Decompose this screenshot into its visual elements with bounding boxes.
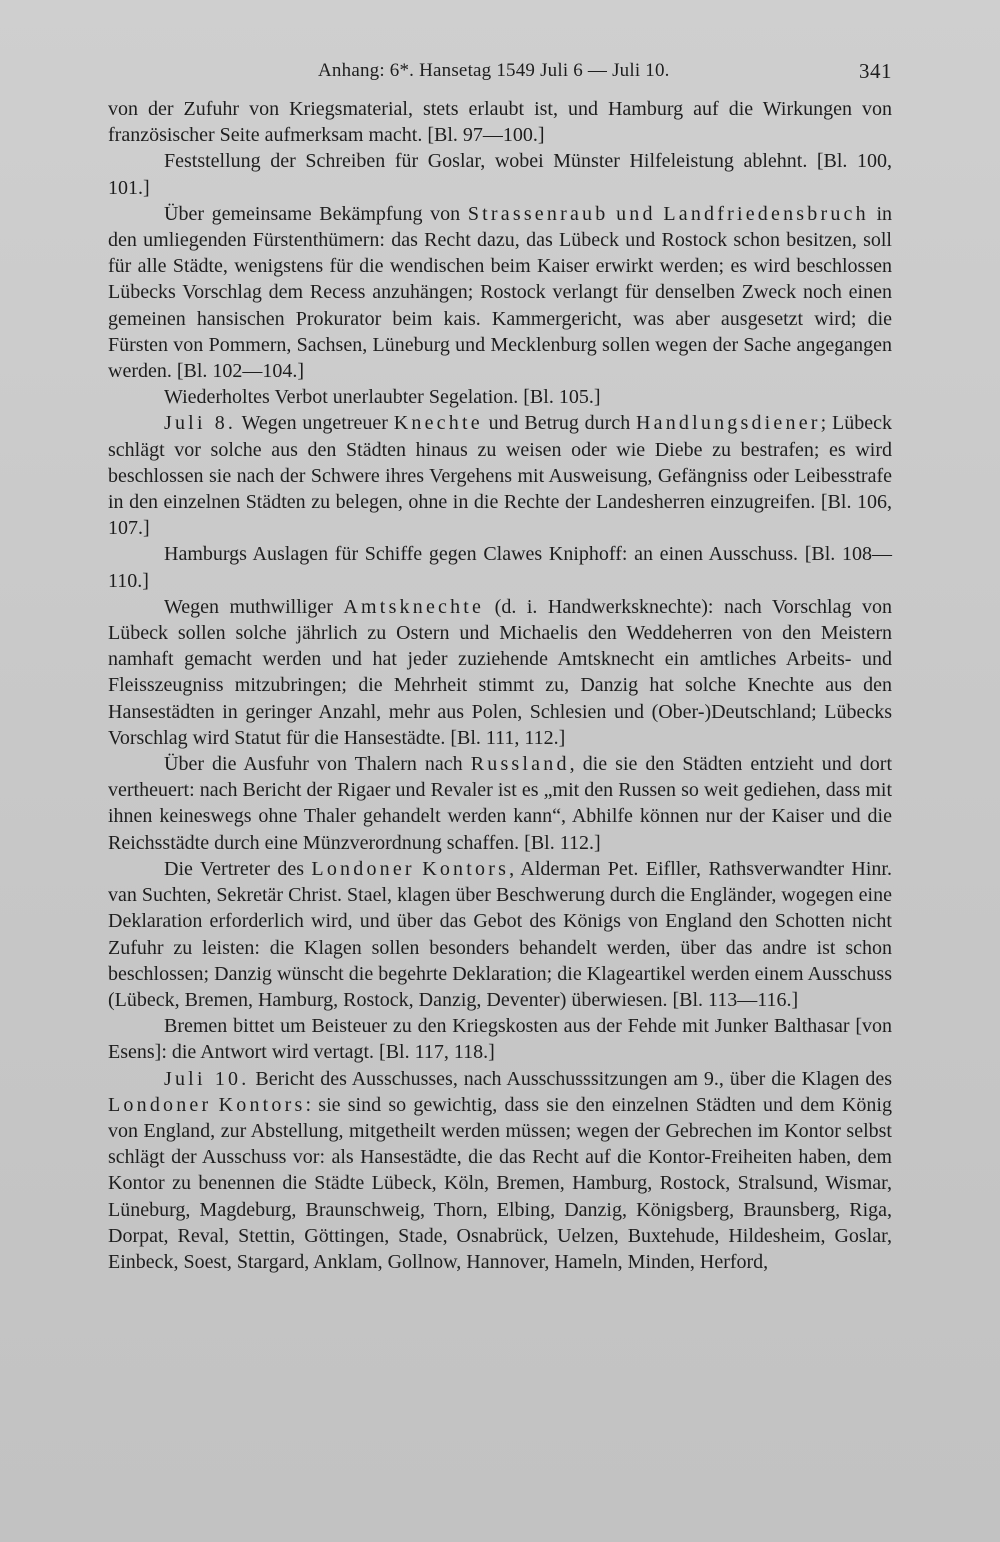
- running-title: Anhang: 6*. Hansetag 1549 Juli 6 — Juli 10.: [318, 60, 670, 81]
- text-run: Bericht des Ausschusses, nach Ausschusssitzungen am 9., über die Klagen des: [249, 1067, 893, 1090]
- text-run: in den umliegenden Fürstenthümern: das Recht dazu, das Lübeck und Rostock schon besitzen, soll für alle Städte, wenigstens für die wendischen beim Kaiser erwirkt werden; es wird beschlossen Lübecks Vorschlag dem Recess anzuhängen; Rostock verlangt für denselben Zweck noch einen gemeinen hansischen Prokurator beim kais. Kammergericht, was aber ausgesetzt wird; die Fürsten von Pommern, Sachsen, Lüneburg und Mecklenburg sollen wegen der Sache angegangen werden. [Bl. 102—104.]: [108, 202, 893, 383]
- paragraph: [108, 594, 892, 751]
- spaced-term: Londoner: [311, 857, 415, 880]
- paragraph: [108, 751, 892, 856]
- text-run: [608, 203, 616, 225]
- spaced-term: Handlungsdiener: [636, 412, 821, 435]
- spaced-term: Landfriedensbruch: [663, 202, 869, 225]
- paragraph-dated: [108, 410, 892, 541]
- text-run: und Betrug durch: [482, 412, 637, 435]
- text-run: (d. i. Handwerksknechte): nach Vorschlag von Lübeck sollen solche jährlich zu Ostern und Michaelis den Weddeherren von den Meistern namhaft gemacht werden und hat jeder zuziehende Amtsknecht ein amtliches Arbeits- und Fleisszeugniss mitzubringen; die Mehrheit stimmt zu, Danzig hat solche Knechte aus den Hansestädten in geringer Anzahl, mehr aus Polen, Schlesien und (Ober-)Deutschland; Lübecks Vorschlag wird Statut für die Hansestädte. [Bl. 111, 112.]: [108, 595, 892, 749]
- spaced-term: Russland: [470, 753, 570, 776]
- body-text: [108, 96, 892, 1275]
- text-run: von der Zufuhr von Kriegsmaterial, stets erlaubt ist, und Hamburg auf die Wirkungen von französischer Seite aufmerksam macht. [Bl. 97—100.]: [108, 98, 892, 147]
- date-marker: Juli 8.: [164, 412, 237, 435]
- spaced-term: und: [616, 202, 656, 225]
- paragraph-dated: [108, 1066, 892, 1276]
- text-run: [211, 1094, 218, 1116]
- spaced-term: Kontors: [218, 1093, 306, 1116]
- spaced-term: Kontors: [422, 857, 510, 880]
- spaced-term: Strassenraub: [467, 202, 609, 225]
- date-marker: Juli 10.: [164, 1067, 250, 1090]
- paragraph: [108, 201, 892, 384]
- text-run: Über die Ausfuhr von Thalern nach: [164, 753, 471, 776]
- spaced-term: Amtsknechte: [343, 595, 485, 618]
- text-run: Feststellung der Schreiben für Goslar, wobei Münster Hilfeleistung ablehnt. [Bl. 100, 101.]: [108, 150, 892, 199]
- paragraph: [108, 148, 892, 200]
- paragraph: [108, 384, 892, 410]
- paragraph: [108, 541, 892, 593]
- paragraph-continuation: [108, 96, 892, 148]
- text-run: Bremen bittet um Beisteuer zu den Kriegskosten aus der Fehde mit Junker Balthasar [von Esens]: die Antwort wird vertagt. [Bl. 117, 118.]: [108, 1015, 892, 1064]
- text-run: Über gemeinsame Bekämpfung von: [164, 202, 468, 225]
- text-run: Wiederholtes Verbot unerlaubter Segelation. [Bl. 105.]: [164, 386, 601, 409]
- text-run: Die Vertreter des: [164, 857, 312, 880]
- page-number: 341: [859, 59, 892, 83]
- paragraph: [108, 1013, 892, 1065]
- spaced-term: Londoner: [108, 1093, 212, 1116]
- text-run: Wegen ungetreuer: [236, 412, 394, 435]
- text-run: Wegen muthwilliger: [164, 595, 344, 618]
- text-run: , Alderman Pet. Eifller, Rathsverwandter Hinr. van Suchten, Sekretär Christ. Stael, klagen über Beschwerung durch die Engländer, wogegen eine Deklaration erforderlich wird, und über das Gebot des Königs von England den Schotten nicht Zufuhr zu leisten: die Klagen sollen besonders behandelt werden, über das andre ist schon beschlossen; Danzig wünscht die begehrte Deklaration; die Klageartikel werden einem Ausschuss (Lübeck, Bremen, Hamburg, Rostock, Danzig, Deventer) überwiesen. [Bl. 113—116.]: [108, 857, 892, 1011]
- spaced-term: Knechte: [393, 412, 483, 435]
- text-run: : sie sind so gewichtig, dass sie den einzelnen Städten und dem König von England, zur Abstellung, mitgetheilt werden müssen; wegen der Gebrechen im Kontor selbst schlägt der Ausschuss vor: als Hansestädte, die das Recht auf die Kontor-Freiheiten haben, dem Kontor zu benennen die Städte Lübeck, Köln, Bremen, Hamburg, Rostock, Stralsund, Wismar, Lüneburg, Magdeburg, Braunschweig, Thorn, Elbing, Danzig, Königsberg, Braunsberg, Riga, Dorpat, Reval, Stettin, Göttingen, Stade, Osnabrück, Uelzen, Buxtehude, Hildesheim, Goslar, Einbeck, Soest, Stargard, Anklam, Gollnow, Hannover, Hameln, Minden, Herford,: [108, 1093, 892, 1273]
- paragraph: [108, 856, 892, 1013]
- text-run: Hamburgs Auslagen für Schiffe gegen Clawes Kniphoff: an einen Ausschuss. [Bl. 108—110.]: [108, 543, 892, 592]
- text-run: ; Lübeck schlägt vor solche aus den Städten hinaus zu weisen oder wie Diebe zu bestrafen; es wird beschlossen sie nach der Schwere ihres Vergehens mit Ausweisung, Gefängniss oder Leibesstrafe in den einzelnen Städten zu belegen, ohne in die Rechte der Landesherren einzugreifen. [Bl. 106, 107.]: [108, 412, 892, 540]
- text-run: , die sie den Städten entzieht und dort vertheuert: nach Bericht der Rigaer und Revaler ist es „mit den Russen so weit gediehen, dass mit ihnen keineswegs ohne Thaler gehandelt werden kann“, Abhilfe können nur der Kaiser und die Reichsstädte durch eine Münzverordnung schaffen. [Bl. 112.]: [108, 753, 892, 854]
- running-head: [108, 56, 892, 86]
